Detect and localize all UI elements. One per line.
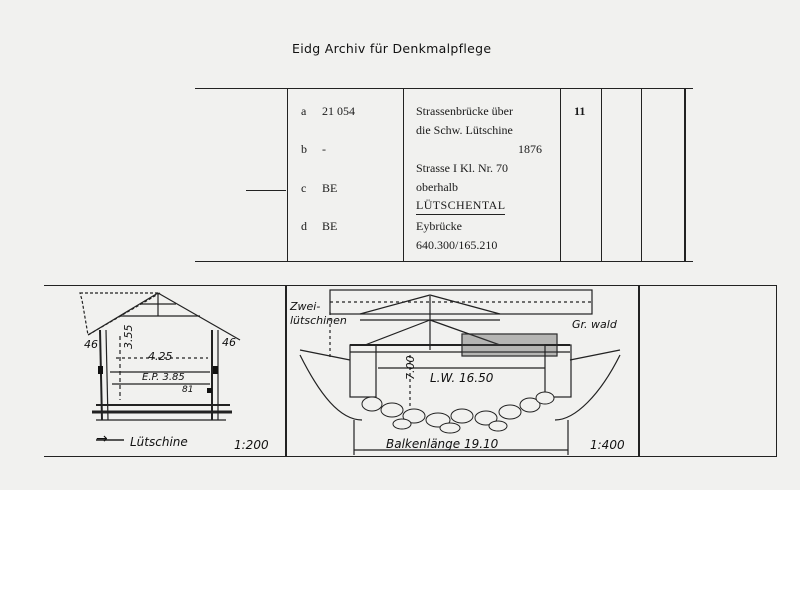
entry-a-value: 21 054 [322, 104, 355, 118]
dim-46-right: 46 [222, 336, 236, 349]
dim-beam-length: Balkenlänge 19.10 [386, 437, 499, 451]
dim-355: 3.55 [122, 324, 135, 349]
entry-c-value: BE [322, 181, 338, 195]
desc-place: LÜTSCHENTAL [416, 196, 505, 215]
dim-46-left: 46 [84, 338, 98, 351]
entry-b-key: b [301, 142, 307, 156]
entry-c-key: c [301, 181, 307, 195]
desc-coords: 640.300/165.210 [416, 238, 498, 252]
archive-title: Eidg Archiv für Denkmalpflege [292, 41, 492, 56]
entry-d-value: BE [322, 219, 338, 233]
card-number: 11 [574, 104, 586, 118]
elevation-scale: 1:400 [590, 438, 625, 452]
desc-line1: Strassenbrücke über [416, 104, 513, 118]
desc-line4: oberhalb [416, 180, 458, 194]
desc-line5: Eybrücke [416, 219, 462, 233]
flow-arrow-icon: → [96, 431, 108, 447]
dim-700: 7.00 [404, 355, 417, 380]
label-luetschinen: lütschinen [290, 314, 347, 327]
dim-lw: L.W. 16.50 [430, 371, 494, 385]
desc-line3: Strasse I Kl. Nr. 70 [416, 161, 508, 175]
dim-425: 4.25 [148, 350, 173, 363]
dim-ep: E.P. 3.85 [142, 372, 185, 383]
desc-line2: die Schw. Lütschine [416, 123, 513, 137]
river-label: Lütschine [130, 435, 188, 449]
section-scale: 1:200 [234, 438, 269, 452]
label-zwei: Zwei- [290, 300, 321, 313]
entry-a-key: a [301, 104, 307, 118]
dim-81: 81 [182, 385, 194, 395]
desc-year: 1876 [518, 142, 542, 156]
entry-d-key: d [301, 219, 307, 233]
label-grwald: Gr. wald [572, 318, 617, 331]
entry-b-value: - [322, 142, 326, 156]
